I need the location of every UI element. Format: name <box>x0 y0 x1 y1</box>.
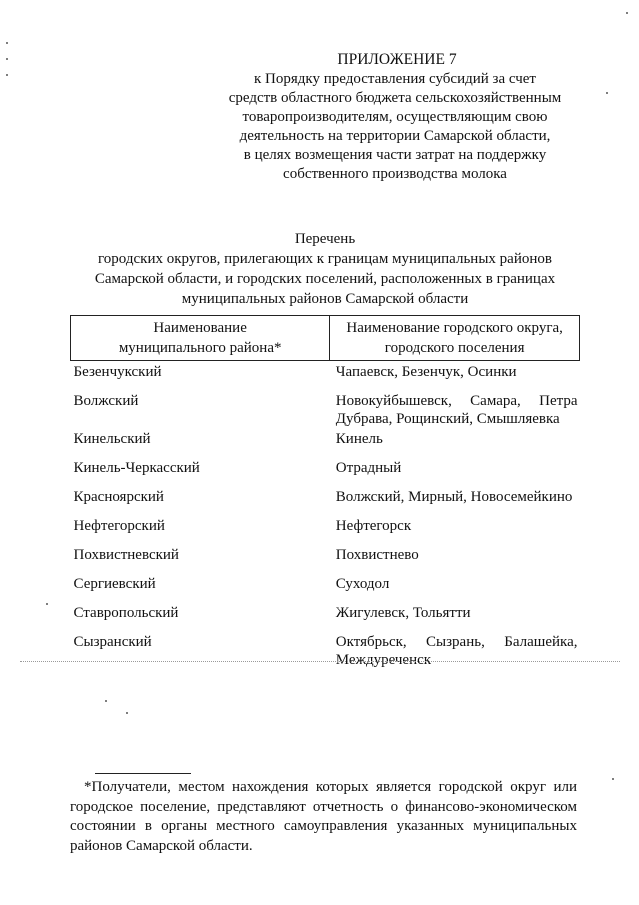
district-cell: Сергиевский <box>73 576 156 592</box>
scan-speck <box>6 74 8 76</box>
header-line: Наименование <box>153 320 247 336</box>
settlement-cell: Отрадный <box>335 460 402 476</box>
table-header-row <box>71 316 580 361</box>
scan-speck <box>626 12 628 14</box>
district-cell: Сызранский <box>73 634 152 650</box>
list-title: Перечень <box>294 231 356 247</box>
footnote: *Получатели, местом нахождения которых является городской округ или городское поселение, представляют отчетность о финансово-экономическом состоянии в органы местного самоуправления указанных муниципальных районов Самарской области. <box>70 779 577 854</box>
table-row <box>71 574 580 603</box>
appendix-line: деятельность на территории Самарской области, <box>239 128 551 144</box>
districts-table <box>70 315 580 670</box>
appendix-header <box>200 50 590 184</box>
header-district <box>71 316 330 361</box>
list-heading-line: городских округов, прилегающих к границам муниципальных районов <box>98 251 552 267</box>
settlement-cell: Нефтегорск <box>335 518 412 534</box>
table-row <box>71 632 580 670</box>
header-line: городского поселения <box>384 340 525 356</box>
footnote-separator <box>95 773 191 774</box>
table-row <box>71 429 580 458</box>
list-heading-line: Самарской области, и городских поселений, расположенных в границах <box>94 271 556 287</box>
settlement-cell: Суходол <box>335 576 390 592</box>
table-row <box>71 361 580 392</box>
appendix-line: собственного производства молока <box>283 166 507 182</box>
header-line: муниципального района* <box>118 340 282 356</box>
district-cell: Безенчукский <box>73 364 162 380</box>
table-row <box>71 516 580 545</box>
district-cell: Ставропольский <box>73 605 179 621</box>
district-cell: Кинель-Черкасский <box>73 460 200 476</box>
district-cell: Похвистневский <box>73 547 179 563</box>
header-line: Наименование городского округа, <box>346 320 563 336</box>
settlement-cell: Волжский, Мирный, Новосемейкино <box>335 489 573 505</box>
appendix-line: в целях возмещения части затрат на поддержку <box>243 147 547 163</box>
table-row <box>71 391 580 429</box>
appendix-line: средств областного бюджета сельскохозяйственным <box>228 90 562 106</box>
settlement-cell: Жигулевск, Тольятти <box>335 605 471 621</box>
settlement-cell: Похвистнево <box>335 547 419 563</box>
list-heading <box>50 229 600 309</box>
district-cell: Волжский <box>73 393 139 409</box>
list-heading-line: муниципальных районов Самарской области <box>181 291 469 307</box>
appendix-line: товаропроизводителям, осуществляющим свою <box>242 109 548 125</box>
appendix-line: к Порядку предоставления субсидий за счет <box>254 71 536 87</box>
settlement-cell: Чапаевск, Безенчук, Осинки <box>335 364 517 380</box>
settlement-cell: Новокуйбышевск, Самара, Петра Дубрава, Рощинский, Смышляевка <box>335 393 578 427</box>
header-settlement <box>330 316 580 361</box>
settlement-cell: Октябрьск, Сызрань, Балашейка, Междуреченск <box>335 634 578 668</box>
settlement-cell: Кинель <box>335 431 383 447</box>
table-row <box>71 603 580 632</box>
scan-speck <box>6 42 8 44</box>
table-row <box>71 545 580 574</box>
district-cell: Нефтегорский <box>73 518 165 534</box>
scan-speck <box>612 778 614 780</box>
table-row <box>71 458 580 487</box>
district-cell: Кинельский <box>73 431 151 447</box>
district-cell: Красноярский <box>73 489 164 505</box>
scan-speck <box>126 712 128 714</box>
table-row <box>71 487 580 516</box>
scan-speck <box>105 700 107 702</box>
appendix-title: ПРИЛОЖЕНИЕ 7 <box>337 51 457 68</box>
scan-speck <box>6 58 8 60</box>
scan-speck <box>46 603 48 605</box>
scan-noise-line <box>20 661 620 662</box>
scan-speck <box>606 92 608 94</box>
